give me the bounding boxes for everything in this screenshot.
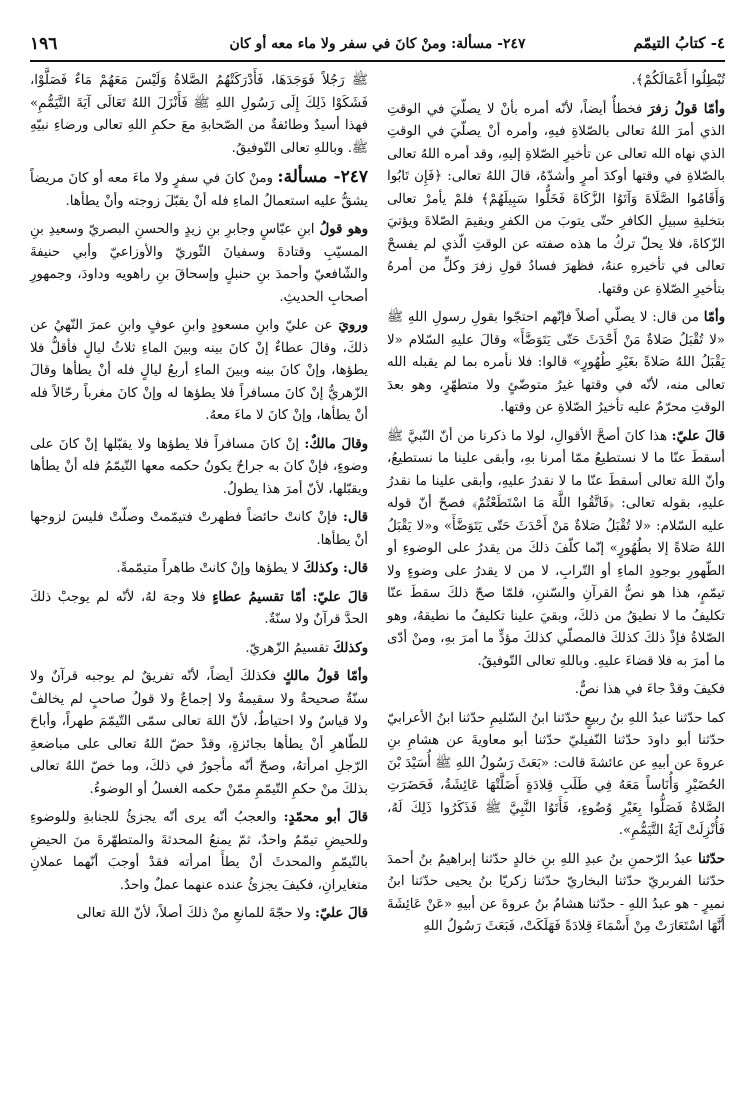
paragraph: قالَ عليّ: هذا كانَ أصحَّ الأقوالِ، لولا ما ذكرنا من أنّ النّبيَّ ﷺ أسقطَ عنّا ما لا نستطيعُ ممّا أمرنا بهِ، وأبقى علينا ما نستطيعُ، وأنّ اللهَ تعالى أسقطَ عنّا ما لا نقدرُ عليهِ، وأبقى علينا ما نقدرُ عليهِ، بقوله تعالى: ﴿فَاتَّقُوا اللَّهَ مَا اسْتَطَعْتُمْ﴾ فصحّ أنّ قوله عليه السّلام: «لا تُقْبَلُ صَلاةٌ مَنْ أَحْدَثَ حَتّى يَتَوَضَّأَ» و«لا يَقْبَلُ اللهُ صَلاةً إلا بطُهُورٍ» إنّما كلّفَ ذلكَ من يقدرُ على الوضوءِ أو الطّهورِ بوجودِ الماءِ أو التّرابِ، لا من لا يقدرُ على وضوءٍ ولا تيمّمٍ، هذا هو نصُّ القرآنِ والسّننِ، فلمّا صحّ ذلكَ سقطَ عنّا تكليفُ ما لا نطيقُ من ذلكَ، وبقيَ علينا تكليفُ ما نطيقهُ، وهو الصّلاةُ فإذْ ذلكَ كذلكَ فالمصلّي كذلكَ مؤدٍّ ما أمرَ بهِ، ومنْ أدّى ما أمرَ به فلا قضاءَ عليهِ. وباللهِ تعالى التّوفيقُ. (387, 428, 725, 669)
paragraph: وكذلكَ تقسيمُ الزّهريّ. (245, 640, 368, 656)
issue-heading: ٢٤٧- مسألة: (277, 167, 368, 187)
paragraph: وأمّا قولُ مالكٍ فكذلكَ أيضاً، لأنّه تفريقٌ لم يوجبه قرآنٌ ولا سنّةٌ صحيحةٌ ولا سقيمةٌ ولا إجماعٌ ولا قولُ صاحبٍ لم يخالفْ ولا قياسٌ ولا احتياطٌ، لأنّ اللهَ تعالى سمّى التّيمّمَ طهراً، وأباحَ للطّاهرِ أنْ يطأها بجائزةٍ، وقدْ حضّ اللهُ تعالى على مباضعةِ الرّجلِ امرأتهُ، وصحّ أنّه مأجورٌ في ذلكَ، وما خصّ اللهُ تعالى بذلكَ منْ حكمِ التّيمّمِ ممّنْ حكمه الغسلُ أو الوضوءُ. (30, 669, 368, 797)
running-header (30, 34, 725, 62)
paragraph: وأمّا من قال: لا يصلّي أصلاً فإنّهم احتجّوا بقولِ رسولِ اللهِ ﷺ «لا تُقْبَلُ صَلاةٌ مَنْ أَحْدَثَ حَتّى يَتَوَضَّأَ» وقالَ عليهِ السّلام «لا يَقْبَلُ اللهُ صَلاةً بغَيْرِ طُهُورٍ» قالوا: فلا نأمره بما لم يقبله الله تعالى منه، لأنّه في وقتها غيرُ متوضّئٍ ولا متطهّرٍ، وهو بعدَ الوقتِ محرّمٌ عليه تأخيرُ الصّلاةِ عن وقتها. (387, 310, 725, 415)
paragraph: فكيفَ وقدْ جاءَ في هذا نصٌّ. (574, 682, 725, 697)
paragraph: قال: وكذلكَ لا يطؤها وإنْ كانتْ طاهراً متيمّمةً. (116, 561, 368, 576)
paragraph: ٢٤٧- مسألة: ومنْ كانَ في سفرٍ ولا ماءَ معه أو كانَ مريضاً يشقُّ عليه استعمالُ الماءِ فله أنْ يقبّلَ زوجته وأنْ يطأها. (30, 167, 368, 209)
paragraph: قال: فإنْ كانتْ حائضاً فطهرتْ فتيمّمتْ وصلّتْ فليسَ لزوجها أنْ يطأها. (30, 510, 368, 548)
paragraph: قالَ عليّ: أمّا تقسيمُ عطاءٍ فلا وجهَ لهُ، لأنّه لم يوجبْ ذلكَ الحدَّ قرآنٌ ولا سنّةٌ. (30, 589, 368, 627)
left-column (30, 70, 368, 932)
book-title: ٤- كتابُ التيمّم (633, 34, 725, 52)
paragraph: كما حدّثنا عبدُ اللهِ بنُ ربيعٍ حدّثنا ابنُ السّليمِ حدّثنا ابنُ الأعرابيّ حدّثنا أبو داودَ حدّثنا النّفيليّ حدّثنا أبو معاويةَ عن هشامِ بنِ عروةَ عن أبيهِ عن عائشةَ قالت: «بَعَثَ رَسُولُ اللهِ ﷺ أُسَيْدَ بْنَ الحُضَيْرِ وَأُنَاساً مَعَهُ فِي طَلَبِ قِلادَةٍ أَضَلَّتْهَا عَائِشَةُ، فَحَضَرَتِ الصَّلاةُ فَصَلُّوا بِغَيْرِ وُضُوءٍ، فَأَتَوُا النَّبِيَّ ﷺ فَذَكَرُوا ذَلِكَ لَهُ، فَأُنْزِلَتْ آيَةُ التَّيَمُّمِ». (387, 710, 725, 838)
right-column (387, 70, 725, 945)
paragraph: حدّثنا عبدُ الرّحمنِ بنُ عبدِ اللهِ بنِ خالدٍ حدّثنا إبراهيمُ بنُ أحمدَ حدّثنا الفربريّ حدّثنا البخاريّ حدّثنا زكريّا بنُ يحيى حدّثنا ابنُ نميرٍ - هو عبدُ اللهِ - حدّثنا هشامُ بنُ عروةَ عن أبيهِ «عَنْ عَائِشَةَ أَنَّهَا اسْتَعَارَتْ مِنْ أَسْمَاءَ قِلادَةً فَهَلَكَتْ، فَبَعَثَ رَسُولُ اللهِ (387, 851, 725, 934)
paragraph: قالَ عليّ: ولا حجّةَ للمانعِ منْ ذلكَ أصلاً، لأنّ اللهَ تعالى (76, 906, 368, 921)
page-number: ١٩٦ (30, 34, 58, 54)
paragraph: ﷺ رَجُلاً فَوَجَدَهَا، فَأَدْرَكَتْهُمُ الصَّلاةُ وَلَيْسَ مَعَهُمْ مَاءٌ فَصَلَّوْا، فَشَكَوْا ذَلِكَ إِلَى رَسُولِ اللهِ ﷺ فَأَنْزَلَ اللهُ تَعَالَى آيَةَ التَّيَمُّمِ» فهذا أسيدٌ وطائفةٌ من الصّحابةِ معَ حكمِ اللهِ تعالى ورضاءِ نبيّهِ ﷺ. وباللهِ تعالى التّوفيقُ. (30, 73, 368, 156)
paragraph: وقالَ مالكٌ: إنْ كانَ مسافراً فلا يطؤها ولا يقبّلها إنْ كانَ على وضوءٍ، فإنْ كانَ به جراحٌ يكونُ حكمه معها التّيمّمُ فله أنْ يطأها ويقبّلها، لأنّ أمرَ هذا يطولُ. (30, 436, 368, 497)
paragraph: ورويَ عن عليّ وابنِ مسعودٍ وابنِ عوفٍ وابنِ عمرَ النّهيُ عن ذلكَ، وقالَ عطاءٌ إنْ كانَ بينه وبينَ الماءِ ثلاثُ ليالٍ فأقلُّ فلا يطؤها، وإنْ كانَ بينه وبينَ الماءِ أربعُ ليالٍ فله أنْ يطأها وقالَ الزّهريُّ إنْ كانَ مسافراً فلا يطؤها له وإنْ كانَ مغرباً رحّالاً فله أنْ يطأها، وإنْ كانَ لا ماءَ معهُ. (30, 318, 368, 423)
paragraph: قالَ أبو محمّدٍ: والعجبُ أنّه يرى أنّه يجزئُ للجنابةِ وللوضوءِ وللحيضِ تيمّمٌ واحدٌ، ثمّ يمنعُ المحدثةَ والمتطهّرةَ منَ الحيضِ بالتّيمّمِ والمحدثَ أنْ يطأَ امرأته فقدْ أوجبَ أنّهما عملانِ متغايرانِ، فكيفَ يجزئُ عنده عنهما عملٌ واحدٌ. (30, 810, 369, 893)
paragraph: وهو قولُ ابنِ عبّاسٍ وجابرِ بنِ زيدٍ والحسنِ البصريّ وسعيدِ بنِ المسيّبِ وقتادةَ وسفيانَ الثّوريّ والأوزاعيّ وأبي حنيفةَ والشّافعيّ وأحمدَ بنِ حنبلٍ وإسحاقَ بنِ راهويه وداودَ، وجمهورِ أصحابِ الحديثِ. (30, 222, 368, 305)
running-title: ٢٤٧- مسألة: ومنْ كانَ في سفر ولا ماء معه أو كان (229, 36, 526, 52)
paragraph: تُبْطِلُوا أَعْمَالَكُمْ﴾. (631, 73, 725, 88)
paragraph: وأمّا قولُ زفرَ فخطأٌ أيضاً، لأنّه أمره بأنْ لا يصلّيَ في الوقتِ الذي أمرَ اللهُ تعالى بالصّلاةِ فيهِ، وأمره أنْ يصلّيَ في الوقتِ الذي نهاه الله تعالى عن تأخيرِ الصّلاةِ إليهِ، وقد أمره اللهُ تعالى بالصّلاةِ في وقتها أوكدَ أمرٍ وأشدّهُ، قالَ اللهُ تعالى: ﴿فَإِن تَابُوا وَأَقَامُوا الصَّلَاةَ وَآتَوُا الزَّكَاةَ فَخَلُّوا سَبِيلَهُمْ﴾ فلمْ يأمرْ تعالى بتخليةِ سبيلِ الكافرِ حتّى يتوبَ من الكفرِ ويقيمَ الصّلاةَ ويؤتيَ الزّكاةَ، فلا يحلّ تركُ ما هذه صفته عن الوقتِ الّذي لم يفسحْ تعالى في تأخيرهِ عنهُ، فظهرَ فسادُ قولِ زفرَ وكلِّ من أمرهُ بتأخيرِ الصّلاةِ عن وقتها. (387, 101, 725, 297)
